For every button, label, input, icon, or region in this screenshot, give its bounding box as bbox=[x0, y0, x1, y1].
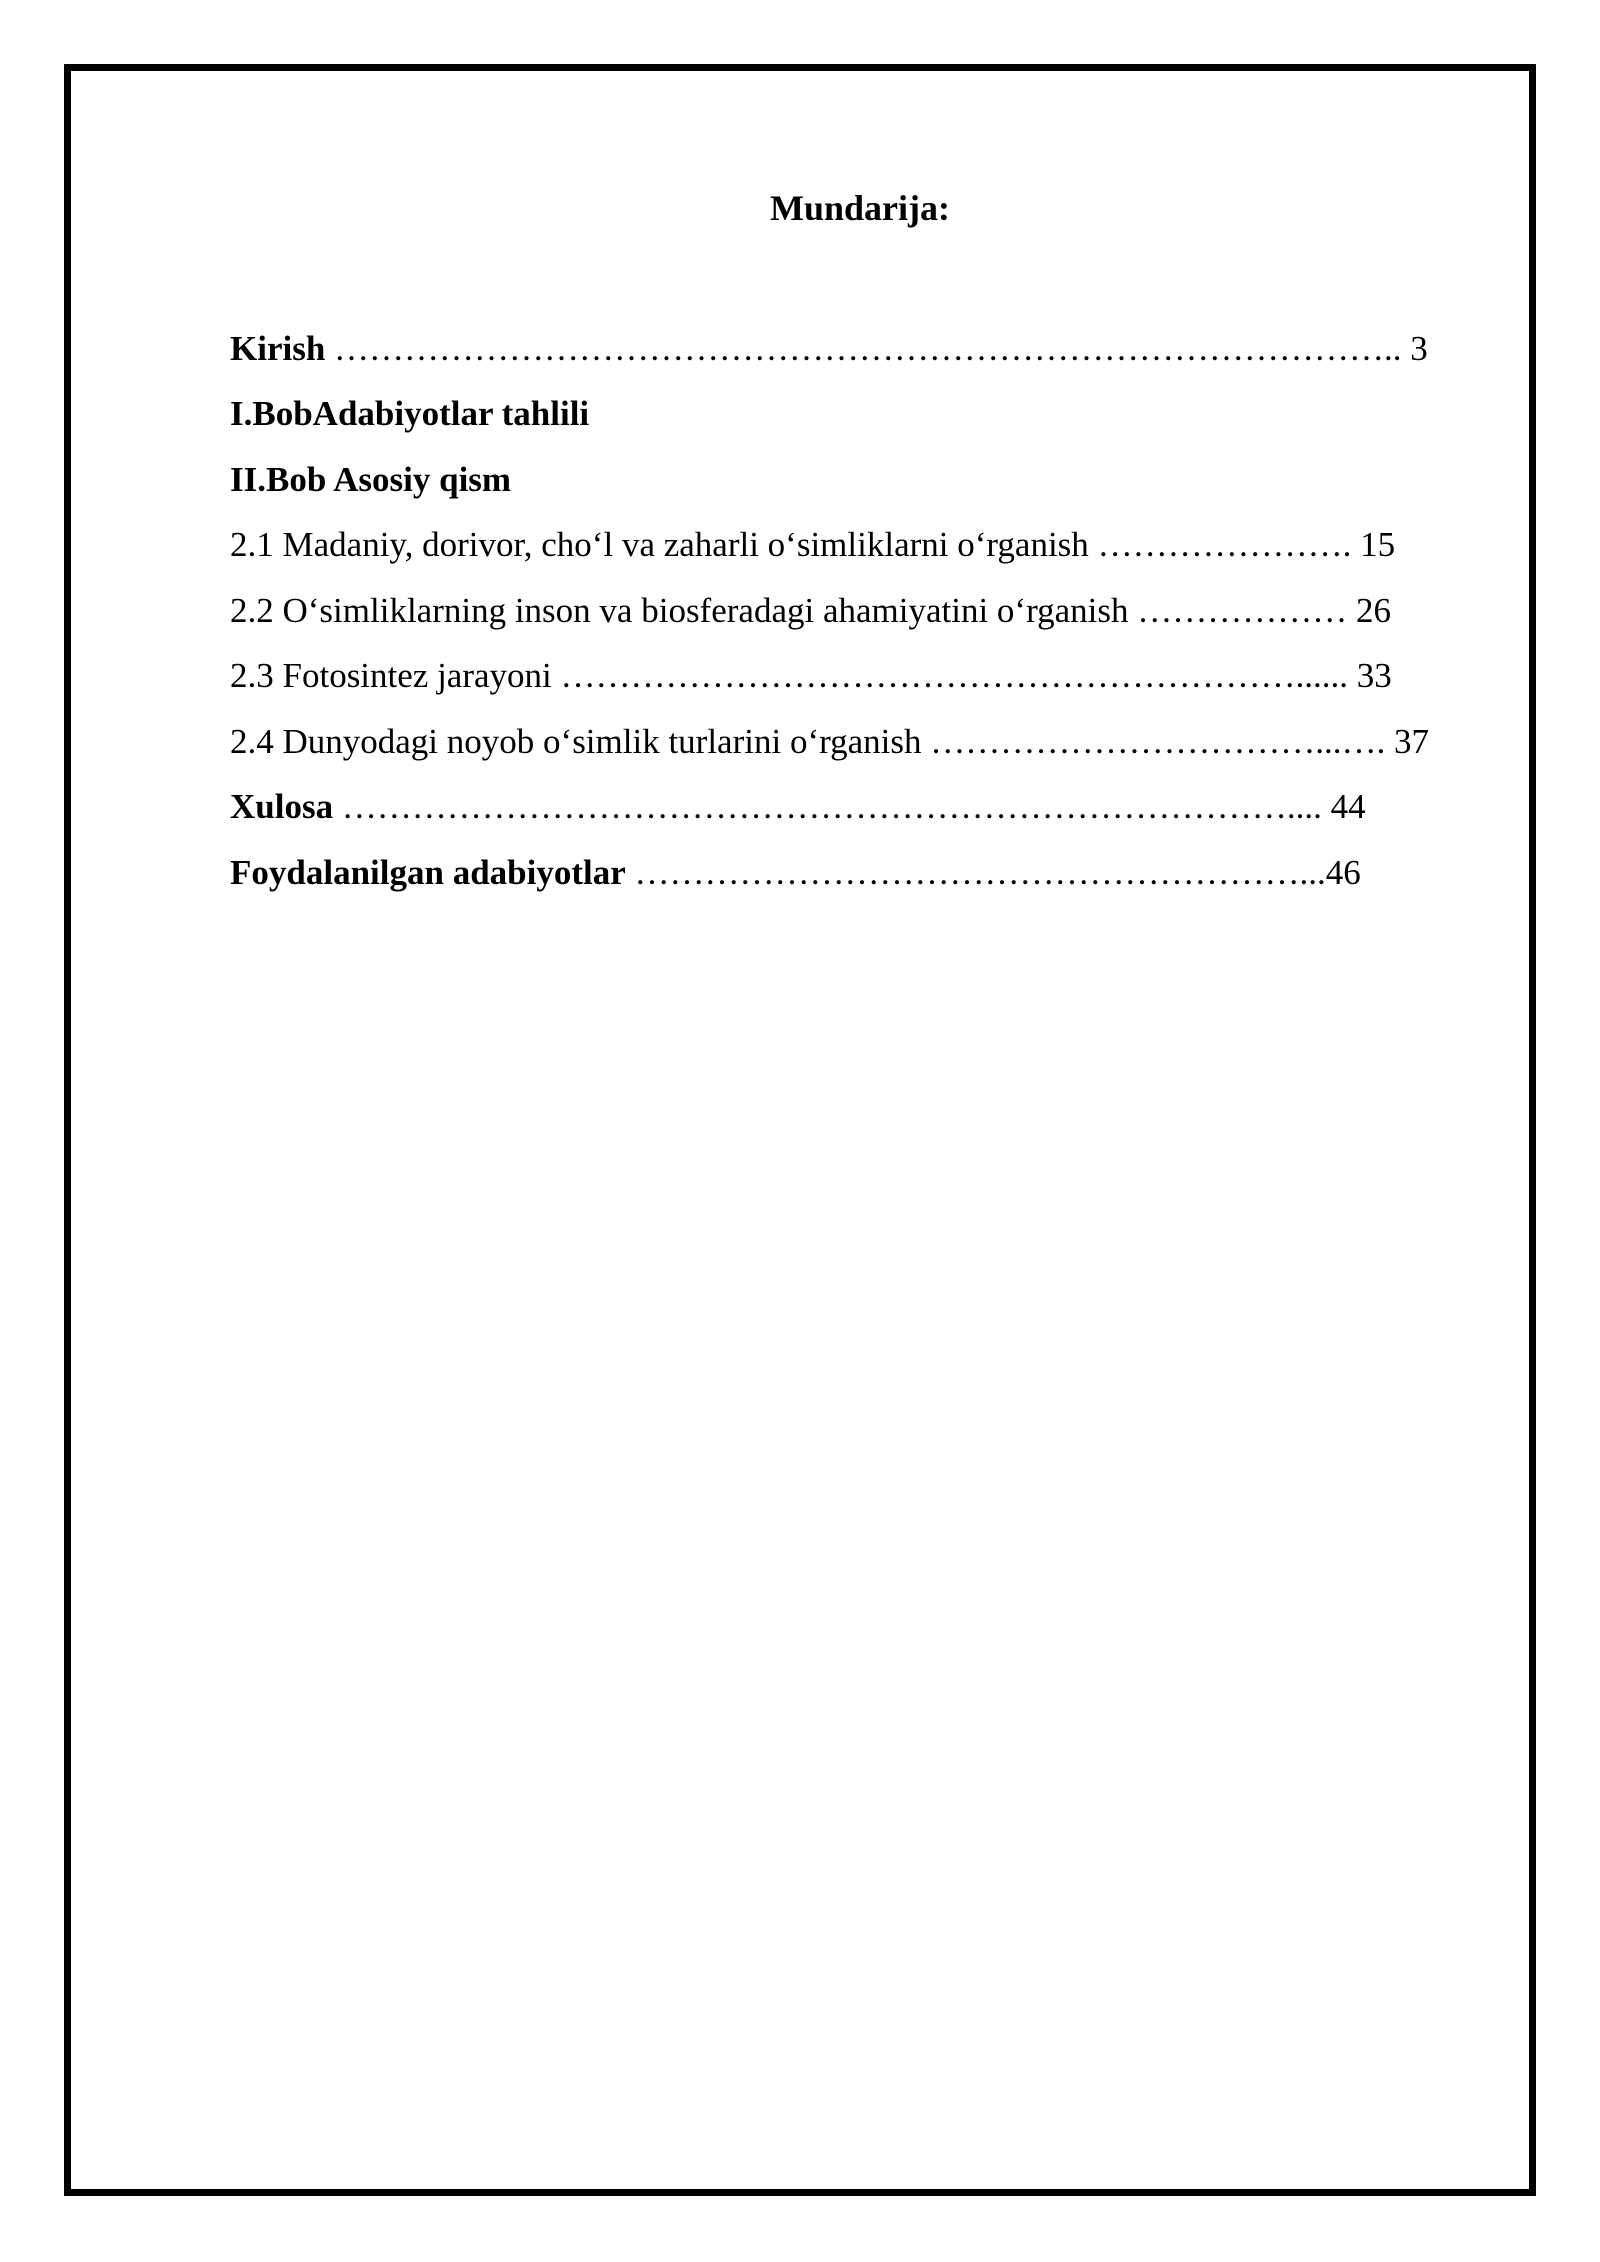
toc-entry-leader: ……………………………………………………………………….... 44 bbox=[333, 787, 1366, 827]
toc-entry-leader: ……………… 26 bbox=[1128, 590, 1391, 630]
toc-entry-label: 2.4 Dunyodagi noyob o‘simlik turlarini o‘rganish bbox=[230, 721, 922, 761]
toc-entry-label: I.BobAdabiyotlar tahlili bbox=[230, 394, 590, 434]
table-of-contents bbox=[230, 316, 1490, 906]
toc-entry-leader: …………………………………………………...46 bbox=[625, 852, 1361, 892]
toc-entry-label: Kirish bbox=[230, 328, 326, 368]
toc-entry-section-2-2 bbox=[230, 578, 1490, 644]
toc-entry-label: 2.2 O‘simliklarning inson va biosferadagi ahamiyatini o‘rganish bbox=[230, 590, 1129, 630]
toc-entry-label: 2.1 Madaniy, dorivor, cho‘l va zaharli o‘simliklarni o‘rganish bbox=[230, 525, 1089, 565]
toc-entry-chapter-1 bbox=[230, 382, 1490, 448]
toc-title: Mundarija: bbox=[770, 188, 950, 228]
toc-entry-section-2-1 bbox=[230, 513, 1490, 579]
toc-entry-leader: ……………………………...…. 37 bbox=[921, 721, 1430, 761]
toc-entry-label: Foydalanilgan adabiyotlar bbox=[230, 852, 626, 892]
toc-entry-label: 2.3 Fotosintez jarayoni bbox=[230, 656, 552, 696]
toc-entry-leader: …………………. 15 bbox=[1088, 525, 1396, 565]
toc-entry-chapter-2 bbox=[230, 447, 1490, 513]
toc-entry-section-2-3 bbox=[230, 644, 1490, 710]
toc-entry-references bbox=[230, 840, 1490, 906]
toc-entry-label: II.Bob Asosiy qism bbox=[230, 459, 512, 499]
toc-entry-label: Xulosa bbox=[230, 787, 334, 827]
toc-entry-section-2-4 bbox=[230, 709, 1490, 775]
toc-entry-xulosa bbox=[230, 775, 1490, 841]
toc-entry-kirish bbox=[230, 316, 1490, 382]
toc-entry-leader: ……………………………………………………………………………….. 3 bbox=[325, 328, 1428, 368]
toc-entry-leader: ………………………………………………………...... 33 bbox=[551, 656, 1392, 696]
